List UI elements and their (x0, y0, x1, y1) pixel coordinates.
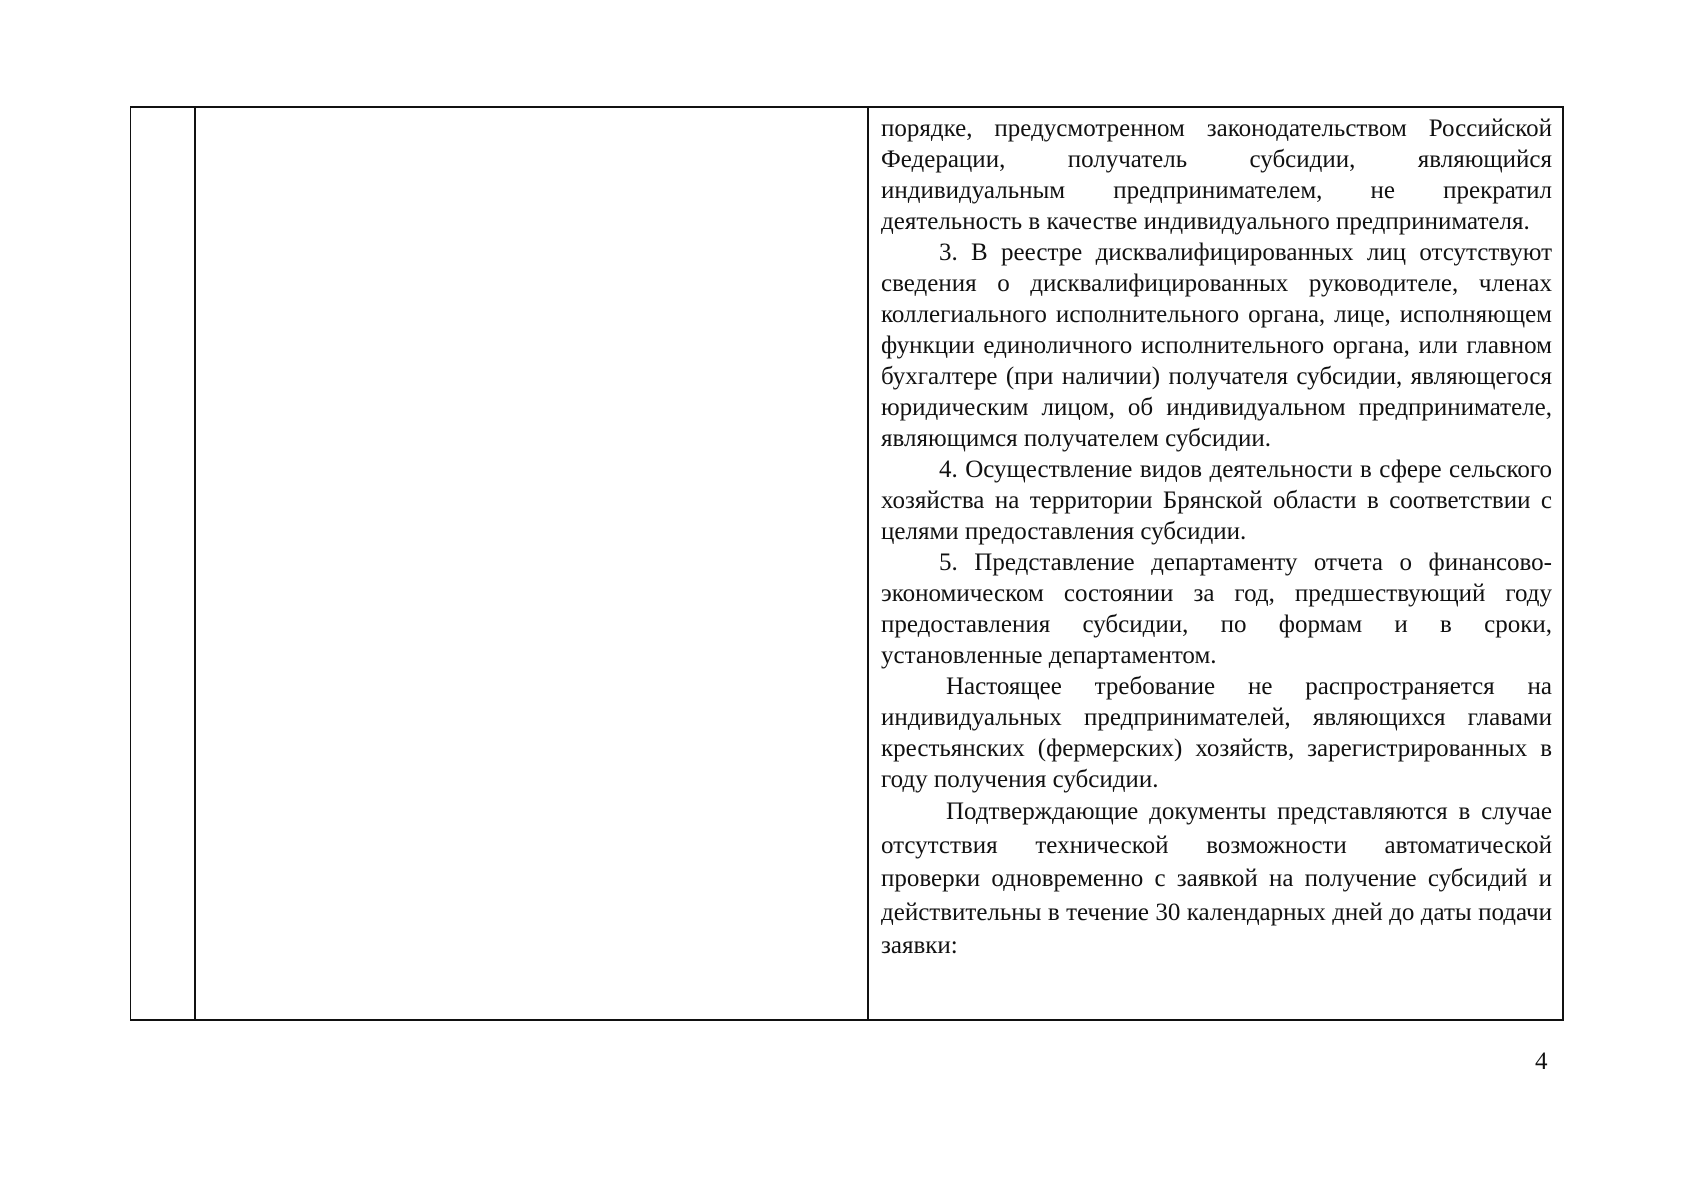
paragraph-item-4: 4. Осуществление видов деятельности в сфере сельского хозяйства на территории Брянской области в соответствии с целями предоставления субсидии. (881, 456, 1552, 545)
paragraph-continuation: порядке, предусмотренном законодательством Российской Федерации, получатель субсидии, являющийся индивидуальным предпринимателем, не прекратил деятельность в качестве индивидуального предпринимателя. (881, 115, 1552, 235)
paragraph-item-3: 3. В реестре дисквалифицированных лиц отсутствуют сведения о дисквалифицированных руководителе, членах коллегиального исполнительного органа, лице, исполняющем функции единоличного исполнительного органа, или главном бухгалтере (при наличии) получателя субсидии, являющегося юридическим лицом, об индивидуальном предпринимателе, являющимся получателем субсидии. (881, 239, 1552, 452)
name-column-cell (196, 108, 869, 1019)
requirements-table (130, 106, 1564, 1021)
page-number: 4 (1535, 1048, 1548, 1075)
paragraph-item-5: 5. Представление департаменту отчета о финансово-экономическом состоянии за год, предшествующий году предоставления субсидии, по формам и в сроки, установленные департаментом. (881, 549, 1552, 669)
requirements-column-cell (869, 108, 1562, 1019)
paragraph-documents: Подтверждающие документы представляются в случае отсутствия технической возможности автоматической проверки одновременно с заявкой на получение субсидий и действительны в течение 30 календарных дней до даты подачи заявки: (881, 798, 1552, 959)
paragraph-exception: Настоящее требование не распространяется на индивидуальных предпринимателей, являющихся главами крестьянских (фермерских) хозяйств, зарегистрированных в году получения субсидии. (881, 673, 1552, 793)
number-column-cell (131, 108, 196, 1019)
